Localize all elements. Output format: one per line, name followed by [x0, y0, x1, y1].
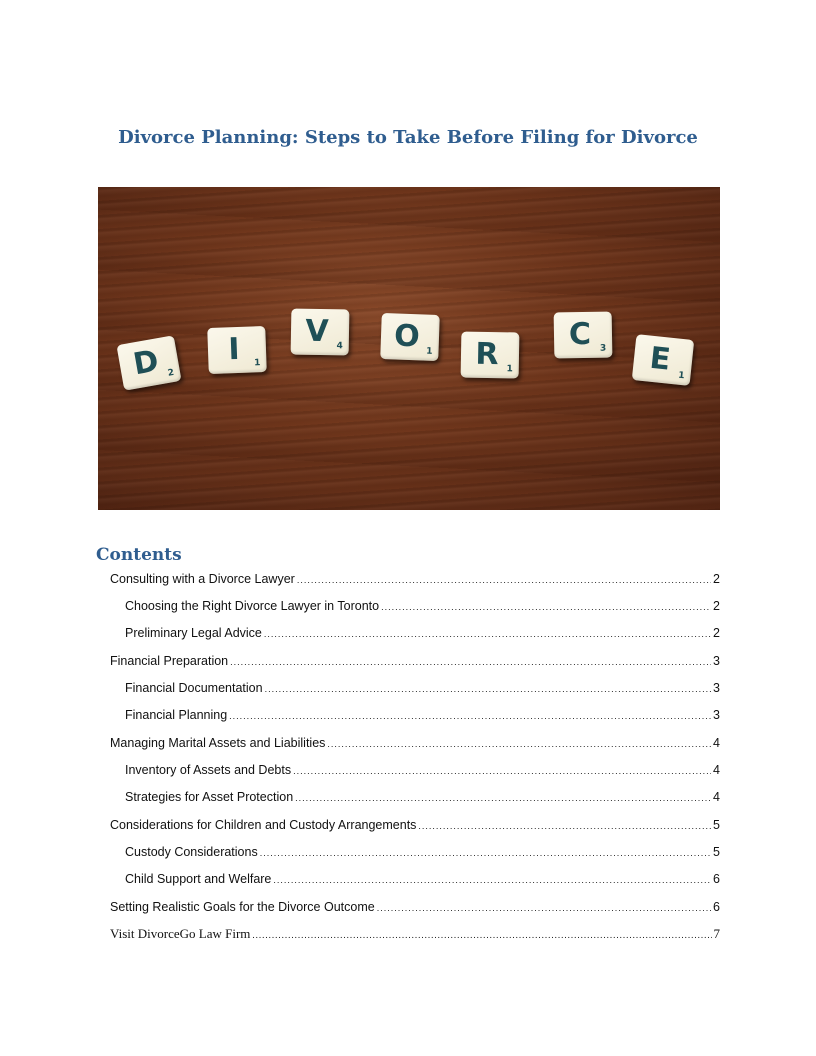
tile-score: 3 — [599, 343, 607, 354]
letter-tile — [207, 326, 267, 374]
toc-entry[interactable] — [125, 597, 720, 615]
tile-score: 1 — [677, 370, 685, 382]
toc-page-number: 3 — [713, 681, 720, 695]
toc-leader-dots — [295, 789, 711, 807]
letter-tile — [380, 313, 440, 361]
tile-score: 2 — [167, 367, 175, 379]
toc-page-number: 4 — [713, 763, 720, 777]
tile-letter: R — [475, 336, 499, 373]
toc-page-number: 3 — [713, 654, 720, 668]
tile-letter: V — [305, 313, 329, 350]
toc-entry[interactable] — [110, 734, 720, 752]
toc-page-number: 2 — [713, 572, 720, 586]
toc-page-number: 5 — [713, 845, 720, 859]
toc-leader-dots — [252, 926, 711, 944]
tile-score: 1 — [254, 358, 261, 369]
toc-entry[interactable] — [125, 843, 720, 861]
letter-tile — [291, 308, 350, 355]
toc-entry-text: Visit DivorceGo Law Firm — [110, 926, 251, 941]
toc-page-number: 7 — [713, 926, 720, 941]
toc-page-number: 4 — [713, 736, 720, 750]
toc-entry-text: Inventory of Assets and Debts — [125, 763, 292, 777]
toc-entry-text: Child Support and Welfare — [125, 872, 272, 886]
toc-entry[interactable] — [110, 652, 720, 670]
toc-page-number: 6 — [713, 900, 720, 914]
tile-score: 1 — [506, 364, 513, 375]
toc-leader-dots — [377, 899, 711, 917]
toc-entry[interactable] — [110, 816, 720, 834]
letter-tile — [116, 335, 181, 390]
toc-entry[interactable] — [110, 898, 720, 916]
toc-leader-dots — [418, 817, 711, 835]
toc-entry-text: Strategies for Asset Protection — [125, 790, 294, 804]
toc-entry[interactable] — [125, 706, 720, 724]
toc-entry-text: Considerations for Children and Custody Arrangements — [110, 818, 417, 832]
letter-tile — [461, 331, 520, 378]
toc-entry[interactable] — [125, 788, 720, 806]
toc-entry[interactable] — [110, 925, 720, 943]
toc-page-number: 2 — [713, 626, 720, 640]
letter-tile — [632, 334, 694, 386]
tile-letter: D — [130, 343, 162, 383]
tile-score: 1 — [426, 346, 433, 357]
toc-entry-text: Financial Preparation — [110, 654, 229, 668]
letter-tile — [554, 311, 613, 358]
document-title: Divorce Planning: Steps to Take Before Filing for Divorce — [118, 127, 698, 148]
toc-entry-text: Preliminary Legal Advice — [125, 626, 262, 640]
tile-letter: O — [393, 318, 421, 355]
tile-score: 4 — [336, 341, 343, 352]
tile-letter: E — [648, 340, 673, 378]
toc-entry[interactable] — [125, 870, 720, 888]
toc-page-number: 6 — [713, 872, 720, 886]
divorce-scrabble-tiles-image — [98, 187, 720, 510]
toc-leader-dots — [327, 735, 711, 753]
toc-page-number: 5 — [713, 818, 720, 832]
toc-page-number: 3 — [713, 708, 720, 722]
toc-entry-text: Managing Marital Assets and Liabilities — [110, 736, 326, 750]
toc-entry-text: Financial Planning — [125, 708, 228, 722]
toc-leader-dots — [229, 707, 711, 725]
toc-entry-text: Consulting with a Divorce Lawyer — [110, 572, 295, 586]
toc-leader-dots — [381, 598, 711, 616]
toc-leader-dots — [264, 625, 711, 643]
tile-letter: C — [568, 316, 592, 353]
toc-leader-dots — [260, 844, 711, 862]
toc-leader-dots — [273, 871, 711, 889]
toc-entry[interactable] — [125, 624, 720, 642]
toc-entry-text: Custody Considerations — [125, 845, 258, 859]
toc-entry-text: Financial Documentation — [125, 681, 263, 695]
toc-entry-text: Setting Realistic Goals for the Divorce Outcome — [110, 900, 375, 914]
toc-leader-dots — [293, 762, 711, 780]
toc-leader-dots — [297, 571, 711, 589]
toc-page-number: 4 — [713, 790, 720, 804]
toc-leader-dots — [265, 680, 711, 698]
toc-heading: Contents — [96, 545, 182, 565]
toc-entry-text: Choosing the Right Divorce Lawyer in Toronto — [125, 599, 380, 613]
toc-page-number: 2 — [713, 599, 720, 613]
toc-entry[interactable] — [110, 570, 720, 588]
tile-letter: I — [227, 331, 241, 368]
toc-entry[interactable] — [125, 761, 720, 779]
toc-leader-dots — [230, 653, 711, 671]
toc-entry[interactable] — [125, 679, 720, 697]
